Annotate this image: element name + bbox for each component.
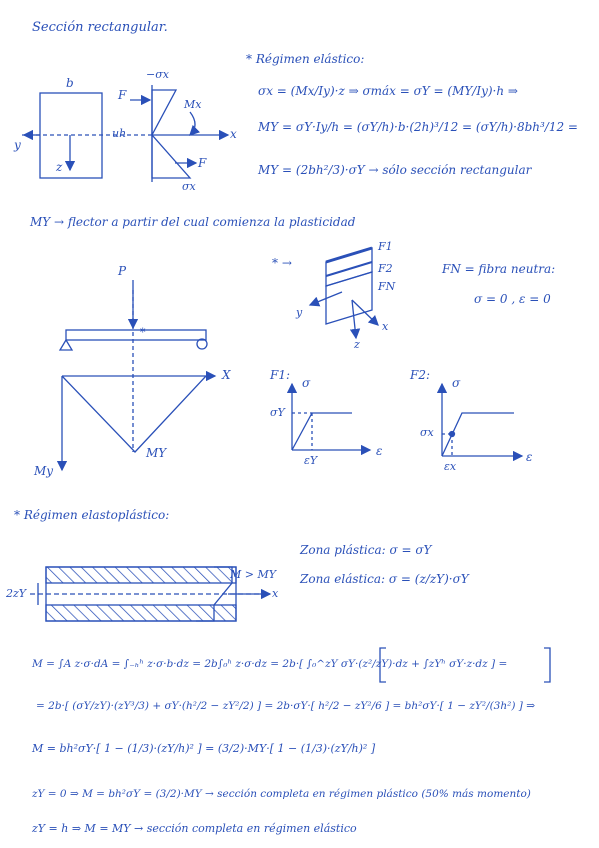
fiber-label-fn: FN bbox=[378, 280, 396, 293]
zone-elastic: Zona elástica: σ = (z/zY)·σY bbox=[300, 572, 469, 586]
graph-f2-title: F2: bbox=[410, 368, 431, 382]
ep-plastic-zone-top bbox=[46, 567, 236, 583]
label-b: b bbox=[66, 76, 74, 90]
fiber-f1-line bbox=[326, 248, 372, 262]
label-f-bottom: F bbox=[198, 156, 207, 170]
label-sigma-bottom: σx bbox=[182, 180, 196, 193]
derivation-line1: M = ∫A z·σ·dA = ∫₋ₕʰ z·σ·b·dz = 2b∫₀ʰ z·σ·dz = 2b·[ ∫₀^zY σY·(z²/zY)·dz + ∫zYʰ σY·z·dz ] = bbox=[32, 658, 508, 670]
label-y: y bbox=[14, 138, 21, 152]
fiber-label-arrow: * → bbox=[272, 256, 292, 270]
graph-f2 bbox=[442, 384, 522, 456]
graph-f2-y-tick: σx bbox=[420, 426, 434, 439]
fiber-z-arrow bbox=[352, 300, 356, 338]
fiber-x-arrow bbox=[352, 300, 378, 325]
beam-label-star: * bbox=[140, 326, 146, 339]
elastic-eq2: MY = σY·Iy/h = (σY/h)·b·(2h)³/12 = (σY/h)·8bh³/12 = bbox=[258, 120, 578, 134]
derivation-line3: M = bh²σY·[ 1 − (1/3)·(zY/h)² ] = (3/2)·MY·[ 1 − (1/3)·(zY/h)² ] bbox=[32, 742, 376, 755]
beam-label-my-peak: MY bbox=[146, 446, 167, 460]
label-m-gt-my: M > MY bbox=[230, 568, 276, 581]
label-moment: Mx bbox=[184, 98, 202, 111]
label-x: x bbox=[230, 127, 237, 141]
fiber-label-f2: F2 bbox=[378, 262, 393, 275]
fiber-label-f1: F1 bbox=[378, 240, 393, 253]
graph-f1 bbox=[292, 384, 370, 450]
graph-f1-y-axis-label: σ bbox=[302, 376, 311, 390]
fn-condition: σ = 0 , ε = 0 bbox=[474, 292, 551, 306]
label-uh: uh bbox=[112, 127, 127, 140]
label-z: z bbox=[56, 160, 63, 174]
graph-f2-x-tick: εx bbox=[444, 460, 457, 473]
beam-label-x: X bbox=[222, 368, 231, 382]
elastic-note: MY → flector a partir del cual comienza la plasticidad bbox=[30, 215, 356, 229]
elastic-eq3: MY = (2bh²/3)·σY → sólo sección rectangular bbox=[258, 163, 532, 177]
graph-f2-x-axis-label: ε bbox=[526, 450, 533, 464]
graph-f2-y-axis-label: σ bbox=[452, 376, 461, 390]
fiber-slab-bottom bbox=[326, 272, 372, 324]
support-pin bbox=[60, 340, 72, 350]
ep-plastic-zone-bottom bbox=[46, 605, 236, 621]
label-2zy: 2zY bbox=[6, 587, 27, 600]
fiber-label-y: y bbox=[296, 306, 303, 319]
label-f-top: F bbox=[118, 88, 127, 102]
moment-diagram bbox=[62, 376, 206, 452]
beam-label-p: P bbox=[118, 264, 127, 278]
graph-f1-curve bbox=[292, 413, 352, 450]
derivation-line4: zY = 0 ⇒ M = bh²σY = (3/2)·MY → sección completa en régimen plástico (50% más momento) bbox=[32, 788, 531, 800]
beam-label-my-axis: My bbox=[34, 464, 54, 478]
bracket-right bbox=[544, 648, 550, 682]
label-ep-x: x bbox=[272, 587, 279, 600]
beam-figure bbox=[60, 280, 215, 470]
label-sigma-top: −σx bbox=[146, 68, 169, 81]
page-title: Sección rectangular. bbox=[32, 20, 168, 35]
graph-f1-y-tick: σY bbox=[270, 406, 285, 419]
graph-f1-title: F1: bbox=[270, 368, 291, 382]
fiber-label-x: x bbox=[382, 320, 389, 333]
derivation-line2: = 2b·[ (σY/zY)·(zY³/3) + σY·(h²/2 − zY²/2) ] = 2b·σY·[ h²/2 − zY²/6 ] = bh²σY·[ 1 − zY²/(3h²) ] ⇒ bbox=[36, 700, 536, 712]
graph-f1-x-axis-label: ε bbox=[376, 444, 383, 458]
stress-triangle-top bbox=[152, 90, 176, 135]
fiber-label-z: z bbox=[354, 338, 360, 351]
moment-arrow bbox=[190, 112, 195, 135]
graph-f1-x-tick: εY bbox=[304, 454, 318, 467]
fn-definition: FN = fibra neutra: bbox=[442, 262, 556, 276]
zone-plastic: Zona plástica: σ = σY bbox=[300, 543, 432, 557]
beam-rectangle bbox=[66, 330, 206, 340]
fiber-figure bbox=[310, 248, 378, 338]
elastic-eq1: σx = (Mx/Iy)·z ⇒ σmáx = σY = (MY/Iy)·h ⇒ bbox=[258, 84, 518, 98]
elastoplastic-header: * Régimen elastoplástico: bbox=[14, 508, 170, 522]
stress-triangle-bottom bbox=[152, 135, 190, 178]
elastic-header: * Régimen elástico: bbox=[246, 52, 365, 66]
derivation-line5: zY = h ⇒ M = MY → sección completa en régimen elástico bbox=[32, 822, 357, 835]
